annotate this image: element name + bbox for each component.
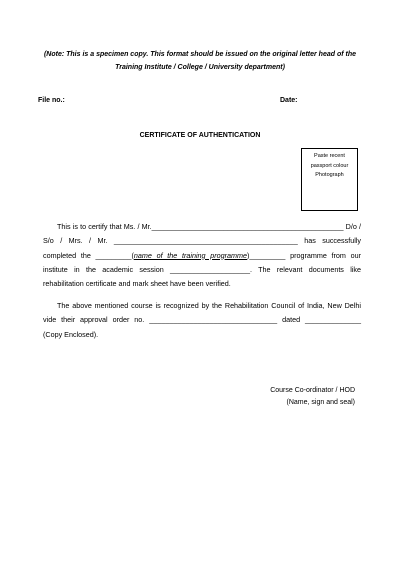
photo-line-3: Photograph xyxy=(315,172,344,178)
certification-text-part-1: This is to certify that Ms. / Mr.________________________________________________ D/o / S/o / Mrs. / Mr. ______________________________________________ has successfully completed the _________( xyxy=(43,222,361,260)
signature-block xyxy=(220,385,355,409)
specimen-note-line-2: Training Institute / College / University department) xyxy=(115,64,285,71)
specimen-note-line-1: (Note: This is a specimen copy. This format should be issued on the original letter head of the xyxy=(43,51,357,58)
recognition-text: The above mentioned course is recognized by the Rehabilitation Council of India, New Delhi vide their approval order no. ________________________________ dated ______________ (Copy Enclosed). xyxy=(43,301,361,339)
programme-name-hint: name of the training programme xyxy=(133,250,248,260)
signature-subtitle: (Name, sign and seal) xyxy=(286,399,355,406)
recognition-paragraph xyxy=(43,299,361,342)
specimen-note xyxy=(30,48,370,74)
certificate-title: CERTIFICATE OF AUTHENTICATION xyxy=(139,132,261,139)
certification-text-part-2: )_________ programme from our institute in the academic session ____________________. The relevant documents like rehabilitation certificate and mark sheet have been verified. xyxy=(43,250,361,289)
photo-line-2: passport colour xyxy=(310,162,349,169)
file-no-label: File no.: xyxy=(38,97,65,104)
signature-title: Course Co-ordinator / HOD xyxy=(270,387,355,394)
certification-paragraph xyxy=(43,220,361,291)
date-label: Date: xyxy=(280,97,298,104)
photo-line-1: Paste recent xyxy=(314,153,345,159)
photo-placeholder-box xyxy=(301,148,358,211)
